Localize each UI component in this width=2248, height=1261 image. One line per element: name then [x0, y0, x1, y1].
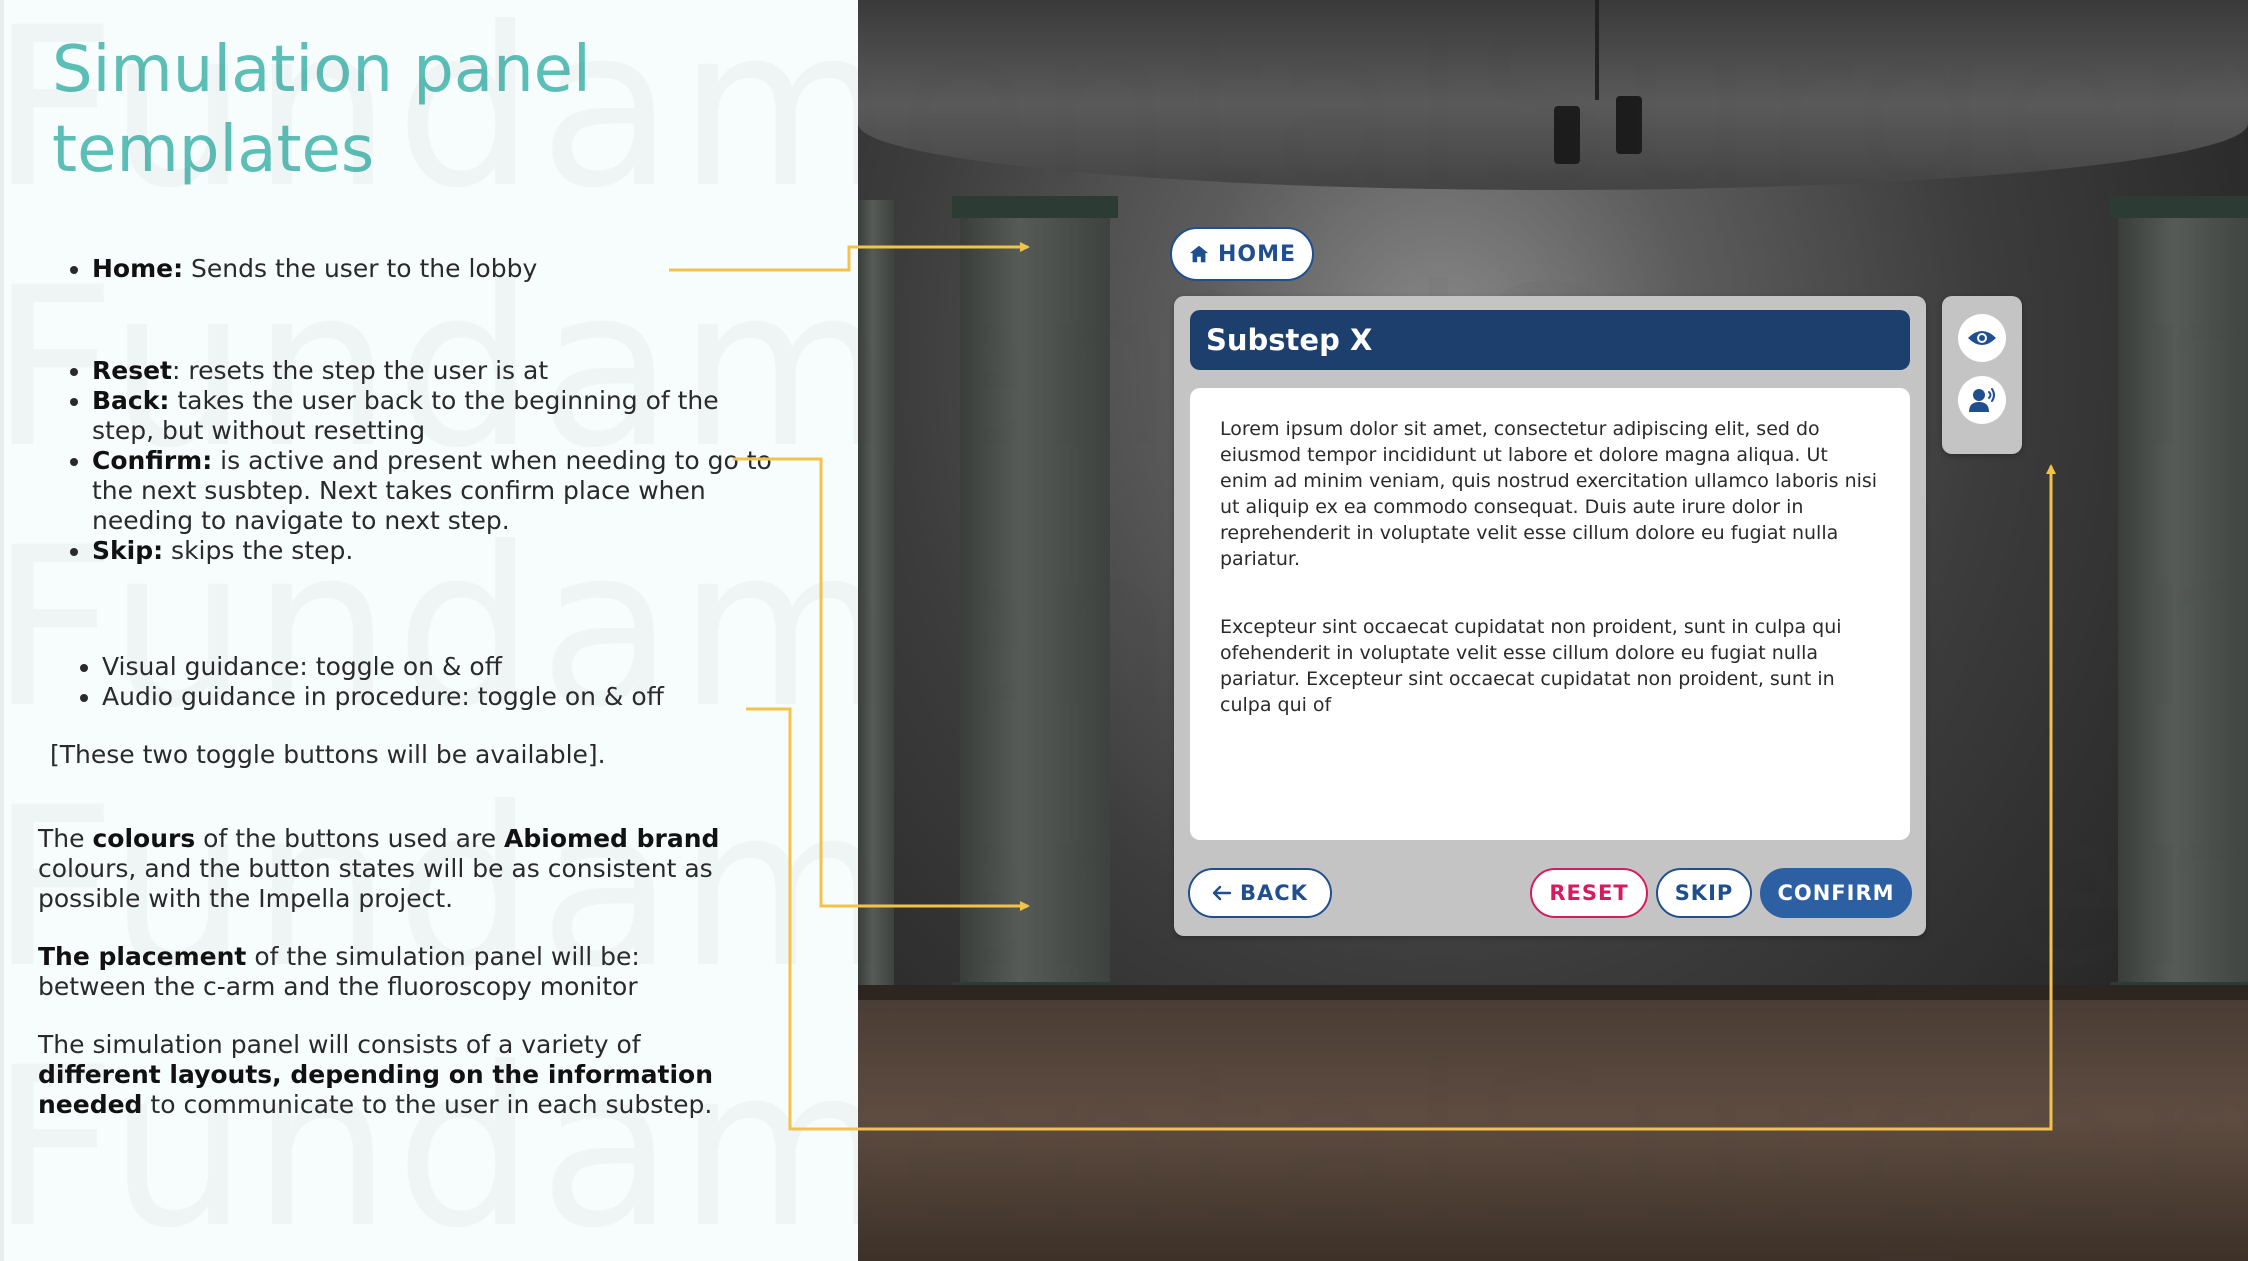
- ceiling-lamp: [1616, 96, 1642, 154]
- layouts-note: The simulation panel will consists of a variety of different layouts, depending on the information needed to communicate to the user in each substep.: [38, 1030, 713, 1119]
- pillar: [2118, 200, 2248, 1000]
- guidance-toggle-panel: [1942, 296, 2022, 454]
- home-icon: [1188, 243, 1210, 265]
- panel-content: [1190, 388, 1910, 840]
- home-note: • Home: Sends the user to the lobby: [92, 254, 537, 284]
- pillar: [960, 200, 1110, 1000]
- ceiling: [858, 0, 2248, 190]
- visual-guidance-note: • Visual guidance: toggle on & off: [102, 652, 664, 682]
- toggle-note: [These two toggle buttons will be available].: [50, 740, 606, 769]
- wood-floor: [858, 1000, 2248, 1261]
- guidance-notes-list: [78, 652, 664, 712]
- eye-icon: [1967, 328, 1997, 348]
- confirm-note: • Confirm: is active and present when needing to go to the next susbtep. Next takes confirm place when needing to navigate to next step.: [92, 446, 772, 536]
- pillar: [858, 200, 894, 1000]
- simulation-panel: [1174, 296, 1926, 936]
- back-note: • Back: takes the user back to the beginning of the step, but without resetting: [92, 386, 772, 446]
- annotation-pane: [0, 0, 858, 1261]
- reset-label: RESET: [1549, 881, 1629, 905]
- title-line-1: Simulation panel: [52, 33, 591, 107]
- content-paragraph-1: Lorem ipsum dolor sit amet, consectetur adipiscing elit, sed do eiusmod tempor incididunt ut labore et dolore magna aliqua. Ut enim ad minim veniam, quis nostrud exercitation ullamco laboris nisi ut aliquip ex ea commodo consequat. Duis aute irure dolor in reprehenderit in voluptate velit esse cillum dolore eu fugiat nulla pariatur.: [1220, 418, 1878, 570]
- confirm-button[interactable]: [1760, 868, 1912, 918]
- content-paragraph-2: Excepteur sint occaecat cupidatat non proident, sunt in culpa qui ofehenderit in voluptate velit esse cillum dolore eu fugiat nulla pariatur. Excepteur sint occaecat cupidatat non proident, sunt in culpa qui of: [1220, 616, 1842, 716]
- placement-note: The placement of the simulation panel will be: between the c-arm and the fluoroscopy monitor: [38, 942, 640, 1001]
- ceiling-lamp: [1554, 106, 1580, 164]
- home-button[interactable]: [1170, 227, 1314, 281]
- audio-guidance-note: • Audio guidance in procedure: toggle on & off: [102, 682, 664, 712]
- button-notes-list: [68, 356, 772, 566]
- back-label: BACK: [1240, 881, 1308, 905]
- person-audio-icon: [1968, 386, 1996, 414]
- back-button[interactable]: [1188, 868, 1332, 918]
- home-note-list: [68, 254, 537, 284]
- page-title: [52, 30, 591, 190]
- skip-note: • Skip: skips the step.: [92, 536, 772, 566]
- lamp-rod: [1595, 0, 1599, 100]
- substep-title: Substep X: [1190, 310, 1910, 370]
- arrow-left-icon: [1212, 885, 1232, 901]
- title-line-2: templates: [52, 113, 375, 187]
- home-label: HOME: [1217, 241, 1297, 267]
- audio-guidance-toggle[interactable]: [1958, 376, 2006, 424]
- confirm-label: CONFIRM: [1777, 881, 1895, 905]
- skip-button[interactable]: [1656, 868, 1752, 918]
- reset-note: • Reset: resets the step the user is at: [92, 356, 772, 386]
- colours-note: The colours of the buttons used are Abiomed brand colours, and the button states will be as consistent as possible with the Impella project.: [38, 824, 720, 913]
- slide-edge: [0, 0, 4, 1261]
- reset-button[interactable]: [1530, 868, 1648, 918]
- visual-guidance-toggle[interactable]: [1958, 314, 2006, 362]
- skip-label: SKIP: [1674, 881, 1734, 905]
